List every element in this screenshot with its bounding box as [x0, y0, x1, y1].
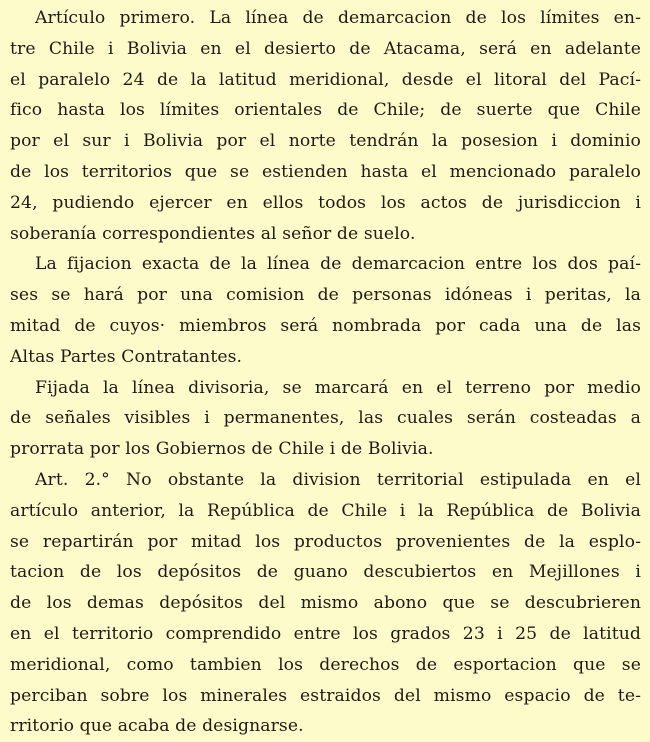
text-line: de señales visibles i permanentes, las cuales serán costeadas a [10, 408, 641, 429]
text-line: Altas Partes Contratantes. [10, 346, 243, 367]
text-line: por el sur i Bolivia por el norte tendrán la posesion i dominio [10, 131, 641, 152]
text-line: prorrata por los Gobiernos de Chile i de Bolivia. [10, 439, 434, 460]
text-line: en el territorio comprendido entre los grados 23 i 25 de latitud [10, 623, 641, 644]
text-line: soberanía correspondientes al señor de suelo. [10, 223, 416, 244]
text-line: se repartirán por mitad los productos provenientes de la esplo- [10, 531, 641, 552]
paragraph-boundary-markers [10, 373, 641, 465]
paragraph-article-1 [10, 3, 641, 249]
text-line: mitad de cuyos· miembros será nombrada por cada una de las [10, 315, 641, 336]
paragraph-demarcation-commission [10, 249, 641, 372]
text-line: 24, pudiendo ejercer en ellos todos los actos de jurisdiccion i [10, 192, 641, 213]
text-line: meridional, como tambien los derechos de esportacion que se [10, 654, 641, 675]
text-line: el paralelo 24 de la latitud meridional, desde el litoral del Pací- [10, 69, 641, 90]
text-line: tacion de los depósitos de guano descubiertos en Mejillones i [10, 562, 641, 583]
text-line: La fijacion exacta de la línea de demarcacion entre los dos paí- [35, 254, 641, 275]
text-line: Art. 2.° No obstante la division territorial estipulada en el [35, 469, 641, 490]
text-line: de los demas depósitos del mismo abono que se descubrieren [10, 593, 641, 614]
text-line: Artículo primero. La línea de demarcacion de los límites en- [35, 8, 641, 28]
text-line: tre Chile i Bolivia en el desierto de Atacama, será en adelante [10, 38, 641, 59]
text-line: artículo anterior, la República de Chile i la República de Bolivia [10, 500, 641, 521]
text-line: rritorio que acaba de designarse. [10, 716, 304, 737]
text-line: ses se hará por una comision de personas idóneas i peritas, la [10, 285, 641, 306]
text-line: de los territorios que se estienden hasta el mencionado paralelo [10, 161, 641, 182]
paragraph-article-2 [10, 465, 641, 742]
text-line: perciban sobre los minerales estraidos del mismo espacio de te- [10, 685, 641, 706]
text-line: Fijada la línea divisoria, se marcará en el terreno por medio [35, 377, 641, 398]
text-line: fico hasta los límites orientales de Chile; de suerte que Chile [10, 100, 641, 121]
